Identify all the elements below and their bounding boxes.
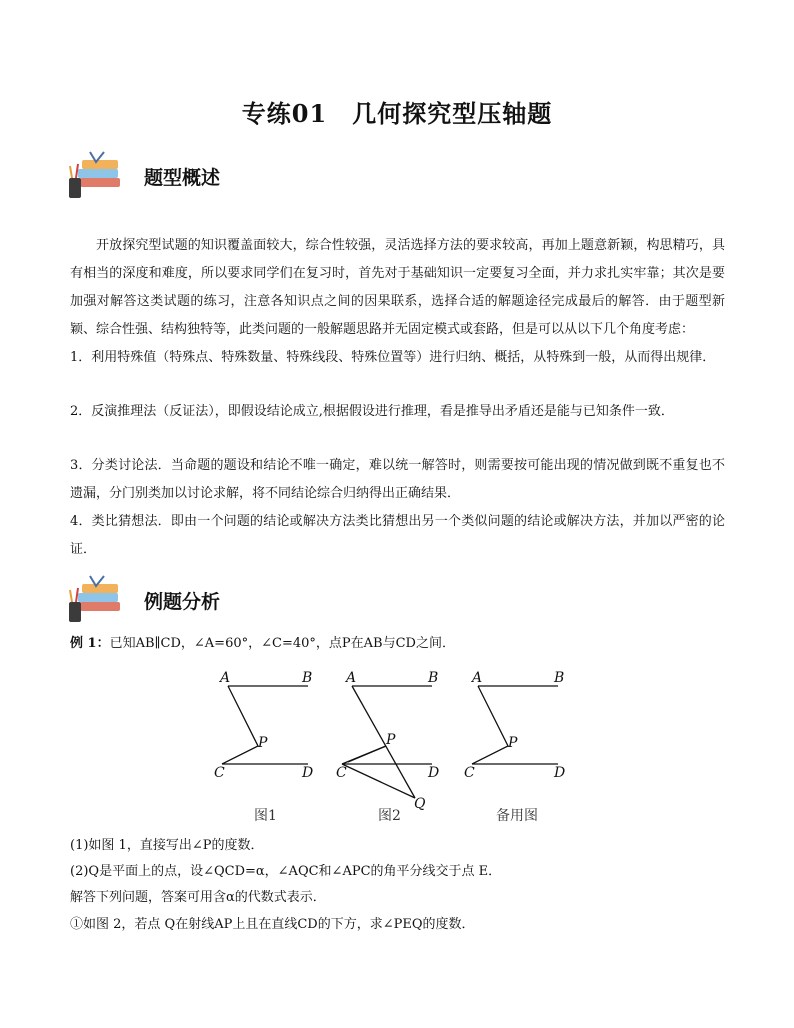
section-header-examples [66, 572, 220, 628]
fig2-label-p: P [386, 732, 396, 748]
fig3-label-a: A [472, 670, 483, 686]
question-2-instruction: 解答下列问题，答案可用含α的代数式表示． [70, 890, 326, 905]
fig1-label-d: D [302, 765, 314, 781]
overview-intro: 开放探究型试题的知识覆盖面较大，综合性较强，灵活选择方法的要求较高，再加上题意新颖，构思精巧，具有相当的深度和难度，所以要求同学们在复习时，首先对于基础知识一定要复习全面，并力求扎实牢靠；其次是要加强对解答这类试题的练习，注意各知识点之间的因果联系，选择合适的解题途径完成最后的解答．由于题型新颖、综合性强、结构独特等，此类问题的一般解题思路并无固定模式或套路，但是可以从以下几个角度考虑： [70, 238, 725, 337]
section-title: 题型概述 [144, 166, 221, 189]
fig1-path-apc [222, 686, 258, 764]
overview-point-4: 4．类比猜想法．即由一个问题的结论或解决方法类比猜想出另一个类似问题的结论或解决方法，并加以严密的论证． [70, 514, 725, 557]
question-1: (1)如图 1，直接写出∠P的度数． [70, 838, 264, 853]
section-header-overview [66, 148, 220, 204]
overview-point-2: 2．反演推理法（反证法），即假设结论成立,根据假设进行推理，看是推导出矛盾还是能与已知条件一致． [70, 404, 674, 419]
overview-point-1: 1．利用特殊值（特殊点、特殊数量、特殊线段、特殊位置等）进行归纳、概括，从特殊到一般，从而得出规律． [70, 350, 716, 365]
fig1-label-b: B [302, 670, 313, 686]
question-2: (2)Q是平面上的点，设∠QCD=α，∠AQC和∠APC的角平分线交于点 E． [70, 864, 502, 879]
fig3-path-apc [472, 686, 508, 764]
example-label: 例 1： [70, 636, 110, 651]
books-icon [66, 572, 124, 628]
fig1-caption: 图1 [254, 808, 277, 824]
example-statement [70, 630, 730, 657]
books-icon [66, 148, 124, 204]
fig3-label-c: C [464, 765, 475, 781]
fig3-label-d: D [554, 765, 566, 781]
fig2-line-ap [348, 746, 386, 762]
fig1-label-c: C [214, 765, 225, 781]
section-title: 例题分析 [144, 590, 221, 613]
geometry-figures [200, 668, 600, 838]
overview-point-3: 3．分类讨论法．当命题的题设和结论不唯一确定，难以统一解答时，则需要按可能出现的情况做到既不重复也不遗漏，分门别类加以讨论求解，将不同结论综合归纳得出正确结果． [70, 458, 725, 501]
question-2-part-1: ①如图 2，若点 Q在射线AP上且在直线CD的下方，求∠PEQ的度数． [70, 917, 475, 932]
fig2-label-b: B [428, 670, 439, 686]
fig3-label-b: B [554, 670, 565, 686]
fig1-label-p: P [258, 735, 268, 751]
fig2-label-a: A [346, 670, 357, 686]
fig2-caption: 图2 [378, 808, 401, 824]
fig3-label-p: P [508, 735, 518, 751]
page-title: 专练01 几何探究型压轴题 [241, 99, 553, 128]
fig3-caption: 备用图 [496, 808, 538, 824]
example-text: 已知AB∥CD，∠A=60°，∠C=40°，点P在AB与CD之间． [109, 636, 455, 651]
fig1-label-a: A [220, 670, 231, 686]
fig2-label-d: D [428, 765, 440, 781]
fig2-label-c: C [336, 765, 347, 781]
fig2-label-q: Q [414, 796, 426, 812]
fig2-line-cq [342, 764, 415, 798]
fig2-line-aq [352, 686, 415, 798]
